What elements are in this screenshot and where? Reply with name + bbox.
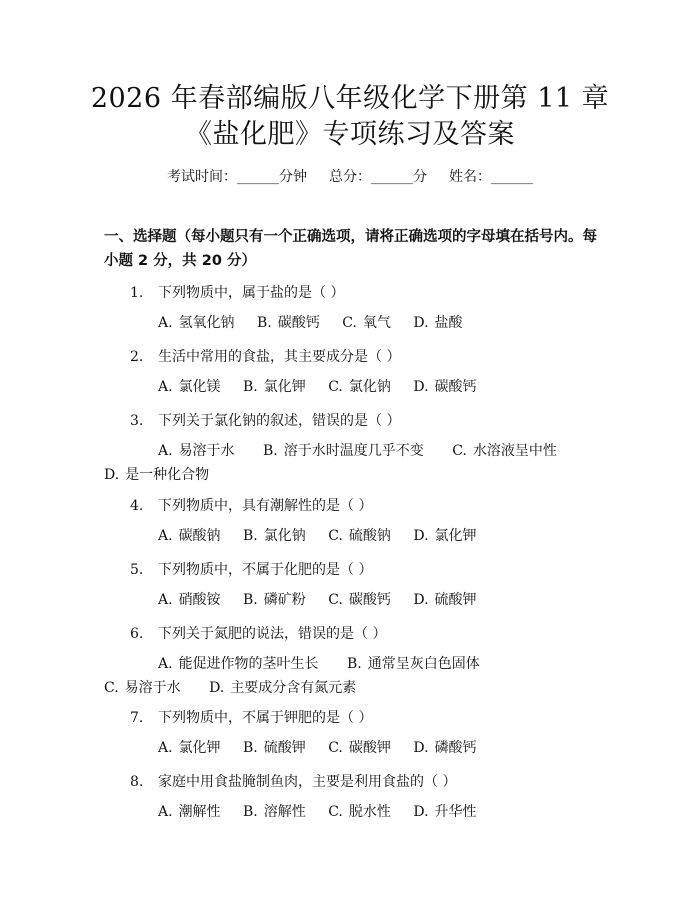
question-text: 下列物质中，具有潮解性的是（ ） — [158, 498, 373, 514]
option-letter: D. — [413, 315, 429, 331]
option-item — [104, 463, 209, 487]
question-stem — [130, 283, 344, 303]
question-number: 3. — [130, 413, 144, 429]
option-letter: B. — [243, 379, 258, 395]
option-text: 氧气 — [362, 315, 391, 331]
option-item — [158, 439, 235, 463]
option-text: 潮解性 — [178, 804, 221, 820]
option-item — [328, 375, 391, 399]
question-text: 下列关于氯化钠的叙述，错误的是（ ） — [158, 413, 401, 429]
option-text: 碳酸钙 — [348, 592, 391, 608]
option-letter: A. — [158, 740, 173, 756]
option-text: 碳酸钙 — [277, 315, 320, 331]
question-stem — [130, 772, 456, 792]
option-letter: C. — [328, 592, 343, 608]
option-letter: C. — [342, 315, 357, 331]
option-letter: D. — [413, 592, 429, 608]
option-text: 碳酸钠 — [178, 528, 221, 544]
option-text: 硫酸钾 — [263, 740, 306, 756]
question-number: 4. — [130, 498, 144, 514]
option-item — [158, 588, 221, 612]
question-text: 下列物质中，属于盐的是（ ） — [158, 285, 345, 301]
question-stem — [130, 411, 400, 431]
option-item — [347, 652, 480, 676]
option-list — [104, 588, 594, 612]
page-title-line-1: 2026 年春部编版八年级化学下册第 11 章 — [90, 83, 610, 114]
student-name-field: 姓名：______ — [449, 169, 533, 185]
option-letter: D. — [209, 680, 225, 696]
option-letter: A. — [158, 656, 173, 672]
option-item — [413, 800, 476, 824]
question-number: 2. — [130, 349, 144, 365]
option-text: 碳酸钙 — [434, 379, 477, 395]
option-letter: B. — [347, 656, 362, 672]
option-text: 氯化钾 — [434, 528, 477, 544]
option-text: 主要成分含有氮元素 — [230, 680, 357, 696]
option-item — [158, 736, 221, 760]
option-item — [413, 588, 476, 612]
exam-time-field: 考试时间：______分钟 — [167, 169, 307, 185]
option-text: 磷酸钙 — [434, 740, 477, 756]
exam-info-line — [0, 167, 700, 187]
option-text: 硫酸钠 — [348, 528, 391, 544]
option-letter: A. — [158, 443, 173, 459]
option-item — [257, 311, 320, 335]
option-letter: B. — [243, 592, 258, 608]
page-title-line-2: 《盐化肥》专项练习及答案 — [185, 119, 515, 150]
option-text: 氯化镁 — [178, 379, 221, 395]
option-text: 氯化钾 — [263, 379, 306, 395]
option-letter: D. — [413, 804, 429, 820]
option-letter: B. — [243, 804, 258, 820]
option-letter: A. — [158, 379, 173, 395]
option-list — [104, 736, 594, 760]
question-number: 8. — [130, 774, 144, 790]
question-text: 家庭中用食盐腌制鱼肉，主要是利用食盐的（ ） — [158, 774, 457, 790]
option-item — [328, 588, 391, 612]
option-item — [328, 736, 391, 760]
option-letter: A. — [158, 592, 173, 608]
option-item — [413, 736, 476, 760]
question-number: 5. — [130, 562, 144, 578]
option-letter: C. — [452, 443, 467, 459]
option-text: 碳酸钾 — [348, 740, 391, 756]
option-item — [243, 524, 306, 548]
question-number: 7. — [130, 710, 144, 726]
option-letter: C. — [328, 379, 343, 395]
option-letter: A. — [158, 315, 173, 331]
option-item — [452, 439, 557, 463]
option-item — [158, 375, 221, 399]
option-letter: B. — [243, 528, 258, 544]
option-list — [104, 439, 594, 487]
question-number: 1. — [130, 285, 144, 301]
question-text: 下列关于氮肥的说法，错误的是（ ） — [158, 626, 387, 642]
option-item — [263, 439, 424, 463]
option-text: 水溶液呈中性 — [472, 443, 557, 459]
question-stem — [130, 496, 372, 516]
question-stem — [130, 560, 372, 580]
option-list — [104, 311, 594, 335]
question-stem — [130, 347, 400, 367]
option-text: 硫酸钾 — [434, 592, 477, 608]
option-text: 是一种化合物 — [125, 467, 210, 483]
option-item — [413, 524, 476, 548]
option-item — [328, 800, 391, 824]
option-item — [209, 676, 356, 700]
option-list — [104, 800, 594, 824]
option-text: 硝酸铵 — [178, 592, 221, 608]
option-text: 氯化钠 — [348, 379, 391, 395]
option-item — [158, 524, 221, 548]
option-letter: C. — [328, 740, 343, 756]
option-text: 氯化钾 — [178, 740, 221, 756]
option-letter: B. — [243, 740, 258, 756]
question-text: 下列物质中，不属于化肥的是（ ） — [158, 562, 373, 578]
option-letter: D. — [104, 467, 120, 483]
option-item — [104, 676, 181, 700]
option-letter: A. — [158, 804, 173, 820]
option-text: 易溶于水 — [178, 443, 235, 459]
option-list — [104, 524, 594, 548]
option-item — [413, 311, 462, 335]
option-item — [243, 800, 306, 824]
option-letter: C. — [328, 804, 343, 820]
option-text: 磷矿粉 — [263, 592, 306, 608]
option-text: 能促进作物的茎叶生长 — [178, 656, 319, 672]
option-text: 升华性 — [434, 804, 477, 820]
total-score-field: 总分：______分 — [329, 169, 427, 185]
option-letter: C. — [104, 680, 119, 696]
option-letter: B. — [257, 315, 272, 331]
option-text: 溶解性 — [263, 804, 306, 820]
option-letter: D. — [413, 528, 429, 544]
question-stem — [130, 708, 372, 728]
option-item — [243, 375, 306, 399]
option-item — [243, 588, 306, 612]
option-letter: D. — [413, 379, 429, 395]
option-letter: A. — [158, 528, 173, 544]
option-list — [104, 652, 594, 700]
question-stem — [130, 624, 386, 644]
option-item — [158, 652, 319, 676]
option-letter: D. — [413, 740, 429, 756]
option-text: 溶于水时温度几乎不变 — [283, 443, 424, 459]
option-list — [104, 375, 594, 399]
option-text: 盐酸 — [434, 315, 463, 331]
option-text: 氯化钠 — [263, 528, 306, 544]
option-text: 通常呈灰白色固体 — [367, 656, 480, 672]
option-item — [158, 800, 221, 824]
option-item — [243, 736, 306, 760]
question-number: 6. — [130, 626, 144, 642]
option-text: 氢氧化钠 — [178, 315, 235, 331]
option-letter: C. — [328, 528, 343, 544]
option-letter: B. — [263, 443, 278, 459]
question-text: 生活中常用的食盐，其主要成分是（ ） — [158, 349, 401, 365]
option-text: 脱水性 — [348, 804, 391, 820]
option-item — [413, 375, 476, 399]
option-item — [342, 311, 391, 335]
option-text: 易溶于水 — [124, 680, 181, 696]
section-heading: 一、选择题（每小题只有一个正确选项，请将正确选项的字母填在括号内。每小题 2 分，共 20 分） — [104, 229, 597, 269]
question-text: 下列物质中，不属于钾肥的是（ ） — [158, 710, 373, 726]
option-item — [158, 311, 235, 335]
option-item — [328, 524, 391, 548]
